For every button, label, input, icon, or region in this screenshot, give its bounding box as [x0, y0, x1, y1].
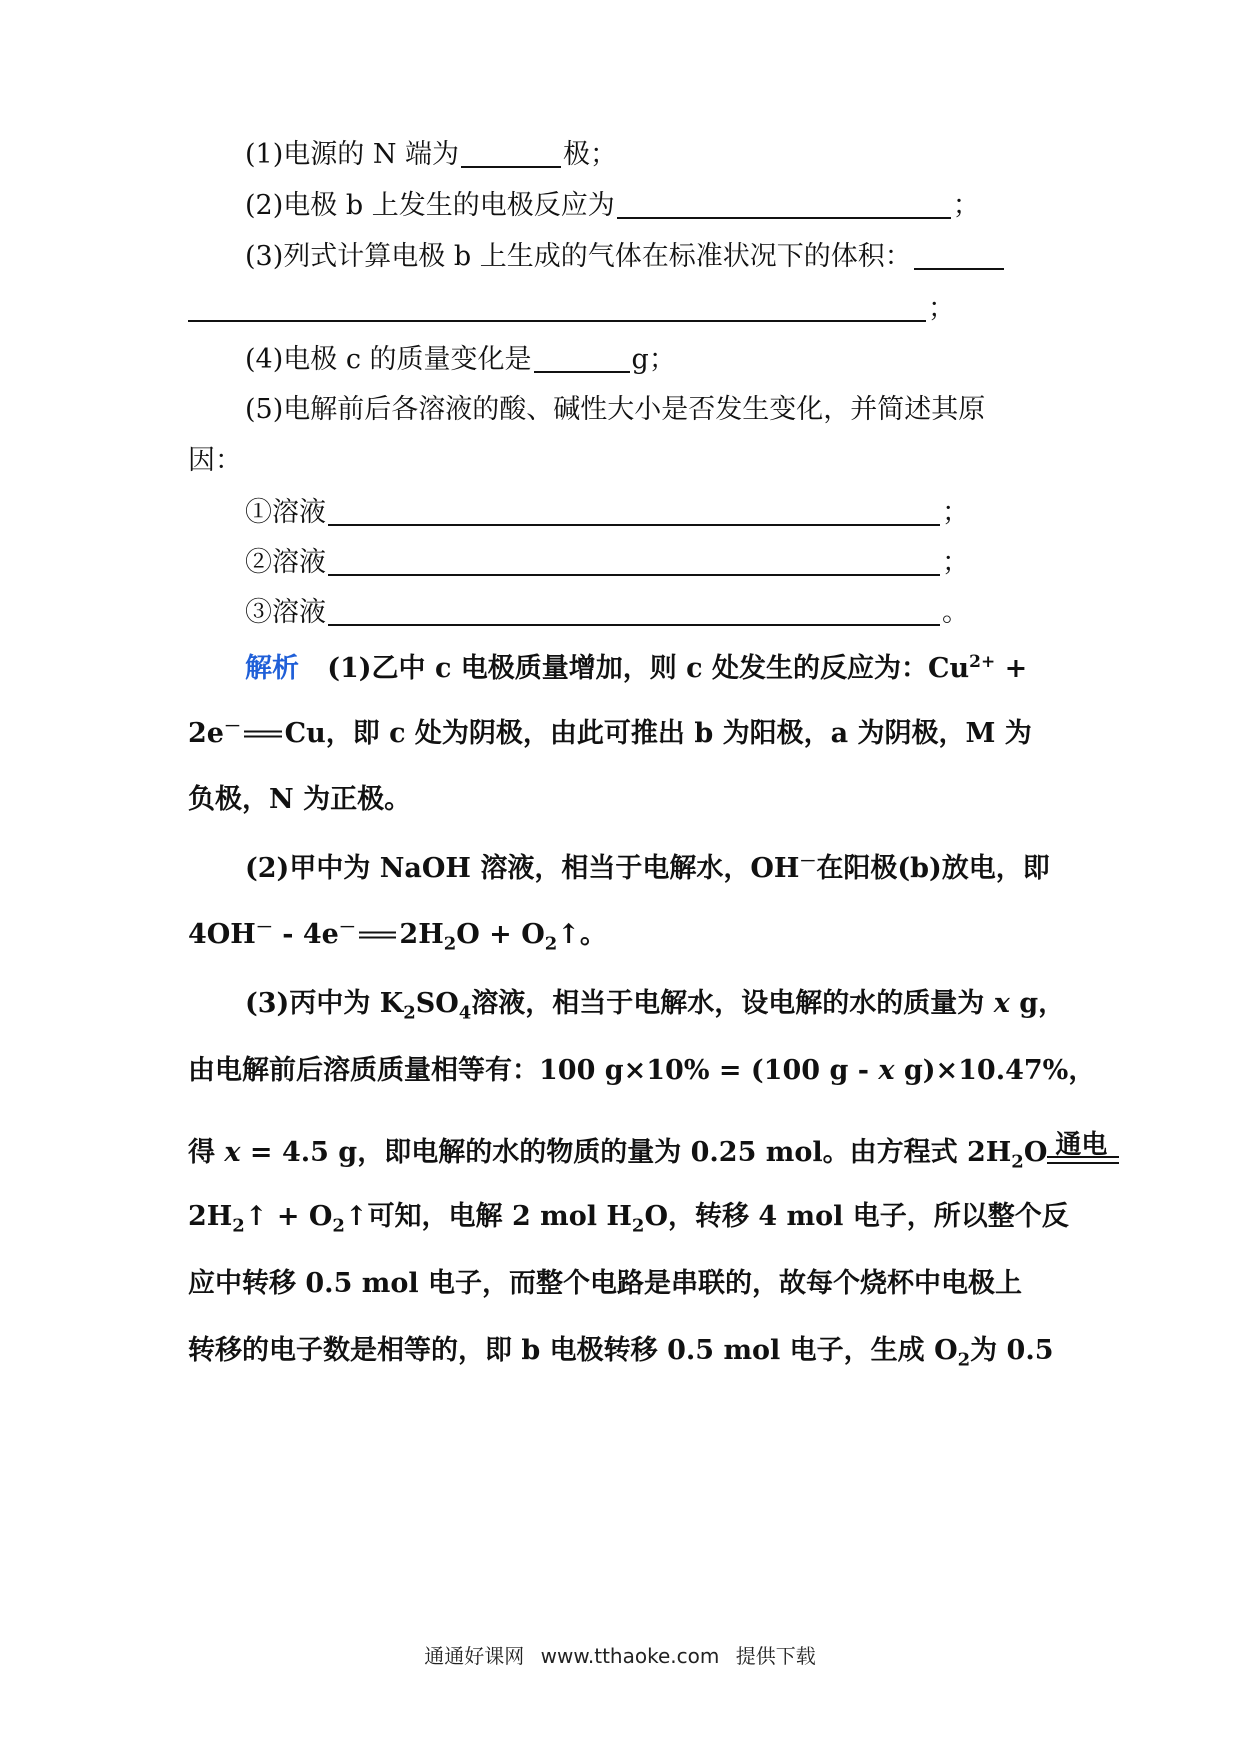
page-footer [0, 1640, 1240, 1669]
answer-blank-1[interactable] [461, 140, 561, 168]
answer-blank-2[interactable] [617, 191, 951, 219]
question-5-continued: 因： [188, 445, 242, 476]
footer-url-link[interactable]: www.tthaoke.com [540, 1644, 720, 1668]
answer-blank-3b[interactable] [188, 294, 926, 322]
question-4: (4)电极 c 的质量变化是 g； [245, 344, 676, 375]
answer-blank-3a[interactable] [914, 242, 1004, 270]
question-5: (5)电解前后各溶液的酸、碱性大小是否发生变化，并简述其原 [245, 394, 986, 425]
question-3-continued: ； [188, 294, 1058, 322]
analysis-paragraph-3-line-1: (3)丙中为 $K_2SO_4$溶液，相当于电解水，设电解的水的质量为 x g， [245, 988, 1066, 1024]
electrolysis-condition-symbol: 通电 [1047, 1136, 1119, 1166]
analysis-paragraph-3-line-2: 由电解前后溶质质量相等有：100 g×10% = (100 g - x g)×10.47%， [188, 1055, 1096, 1086]
analysis-paragraph-3-line-6: 转移的电子数是相等的，即 b 电极转移 0.5 mol 电子，生成 $O_2$为 0.5 [188, 1335, 1054, 1371]
question-1: (1)电源的 N 端为 极； [245, 139, 618, 170]
footer-site-name: 通通好课网 [424, 1644, 525, 1668]
analysis-paragraph-1-line-3: 负极，N 为正极。 [188, 784, 412, 815]
footer-tail: 提供下载 [735, 1644, 816, 1668]
analysis-paragraph-3-line-4: $2H_2↑$ + $O_2↑$可知，电解 2 mol $H_2O$，转移 4 mol 电子，所以整个反 [188, 1201, 1069, 1237]
question-2: (2)电极 b 上发生的电极反应为 ； [245, 190, 980, 221]
answer-blank-5-2[interactable] [328, 548, 940, 576]
question-5-part-3: ③溶液 。 [245, 597, 969, 628]
equals-sign-icon [1047, 1156, 1119, 1164]
question-5-part-1: ①溶液 ； [245, 497, 969, 528]
analysis-paragraph-1-line-1: 解析 (1)乙中 c 电极质量增加，则 c 处发生的反应为：$Cu^{2+}$ + [245, 652, 1028, 684]
answer-blank-5-3[interactable] [328, 598, 940, 626]
analysis-paragraph-2-line-1: (2)甲中为 NaOH 溶液，相当于电解水，OH－在阳极(b)放电，即 [245, 852, 1050, 884]
analysis-paragraph-3-line-5: 应中转移 0.5 mol 电子，而整个电路是串联的，故每个烧杯中电极上 [188, 1268, 1023, 1299]
question-3: (3)列式计算电极 b 上生成的气体在标准状况下的体积： [245, 242, 1058, 270]
question-5-part-2: ②溶液 ； [245, 547, 969, 578]
analysis-label: 解析 [245, 653, 299, 684]
equals-sign-icon [359, 921, 397, 948]
equals-sign-icon [244, 720, 282, 747]
analysis-paragraph-3-line-3: 得 x = 4.5 g，即电解的水的物质的量为 0.25 mol。由方程式 $2H_2O$ 通电 [188, 1136, 1058, 1166]
answer-blank-4[interactable] [534, 345, 630, 373]
answer-blank-5-1[interactable] [328, 498, 940, 526]
analysis-paragraph-2-line-2: 4OH－ - 4e－ $2H_2O$ + $O_2↑$。 [188, 918, 607, 955]
analysis-paragraph-1-line-2: 2e－ Cu，即 c 处为阴极，由此可推出 b 为阳极，a 为阴极，M 为 [188, 717, 1032, 749]
